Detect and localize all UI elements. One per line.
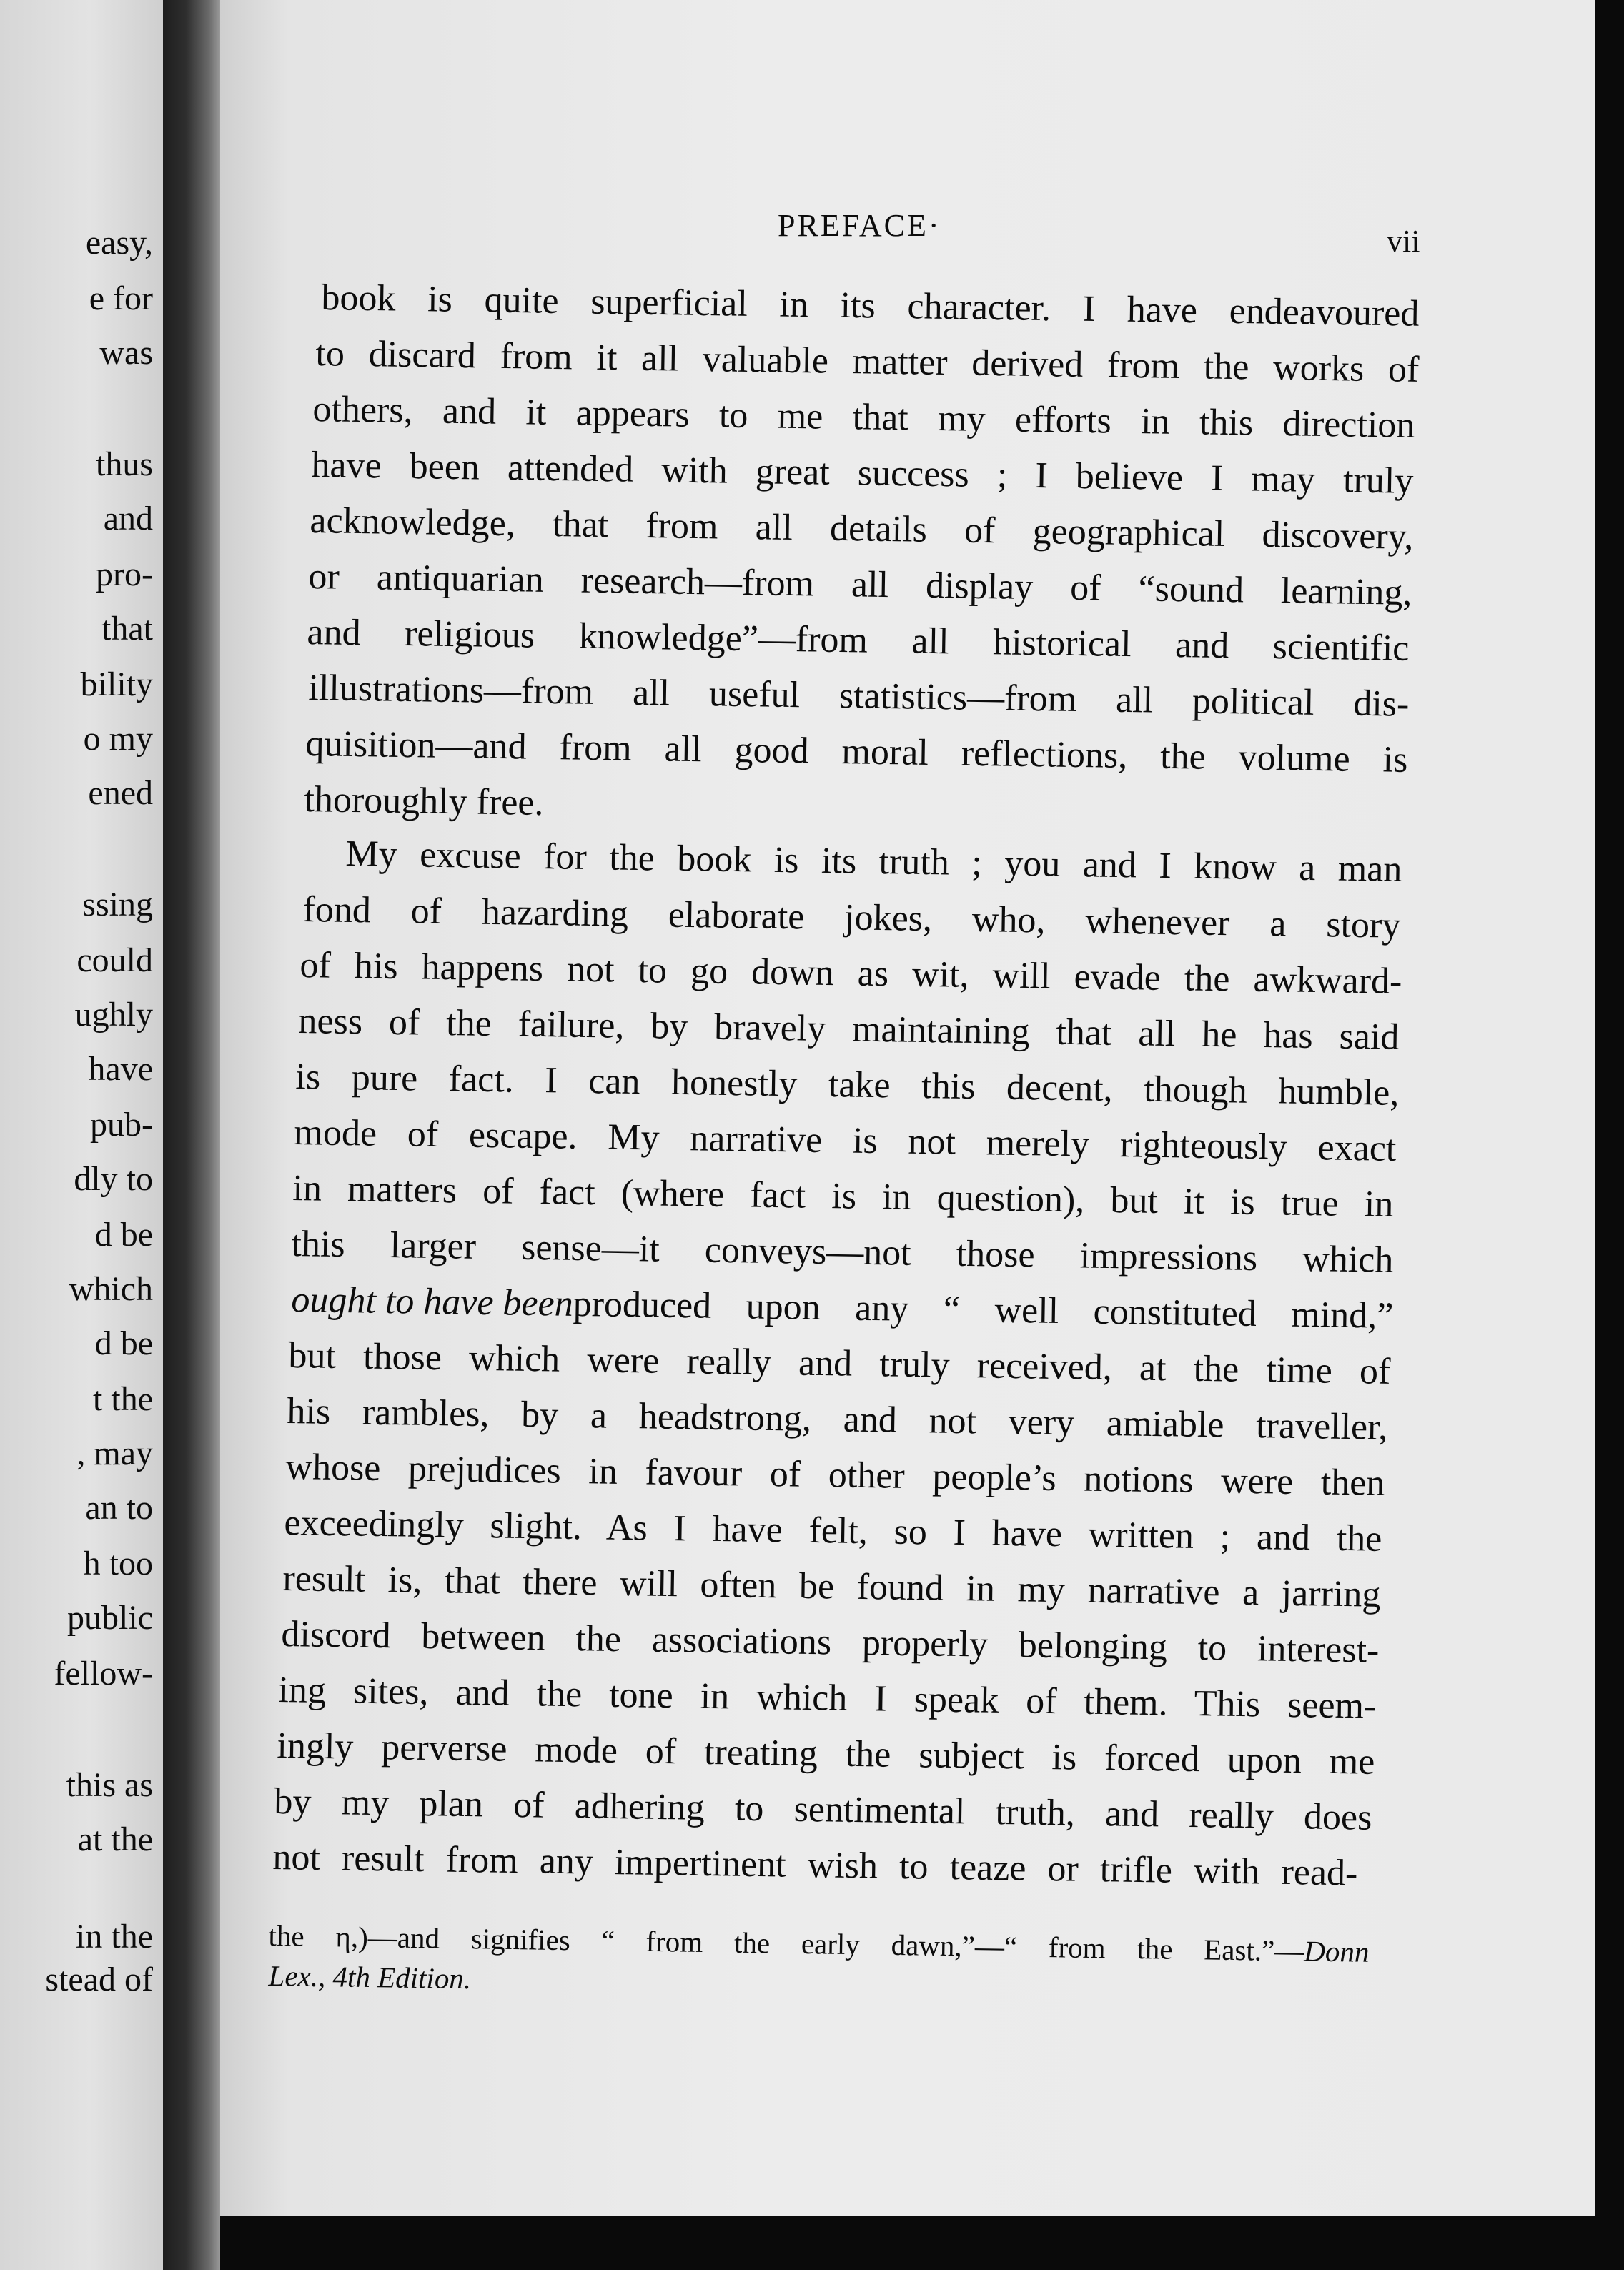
body-line: in matters of fact (where fact is in question), but it is true in <box>292 1167 1394 1225</box>
body-line: by my plan of adhering to sentimental truth, and really does <box>274 1780 1372 1838</box>
left-page-line: ssing <box>82 886 153 923</box>
body-line: fond of hazarding elaborate jokes, who, whenever a story <box>302 888 1401 946</box>
body-line: and religious knowledge”—from all historical and scientific <box>307 611 1410 669</box>
body-line: this larger sense—it conveys—not those impressions which <box>291 1223 1394 1281</box>
body-line: book is quite superficial in its character. I have endeavoured <box>321 277 1420 334</box>
body-line: others, and it appears to me that my efforts in this direction <box>312 388 1415 446</box>
body-line: acknowledge, that from all details of geographical discovery, <box>310 500 1414 557</box>
body-line: of his happens not to go down as wit, will evade the awkward- <box>299 944 1402 1002</box>
left-page-line: public <box>67 1599 153 1637</box>
body-line: mode of escape. My narrative is not merely righteously exact <box>294 1111 1397 1169</box>
body-line: result is, that there will often be found in my narrative a jarring <box>282 1557 1381 1615</box>
left-page-line: bility <box>80 665 153 703</box>
left-page-line: d be <box>94 1324 153 1362</box>
italic-phrase: ought to have been <box>291 1279 574 1324</box>
left-page-line: thus <box>95 445 153 483</box>
left-page-line: at the <box>77 1820 153 1858</box>
paragraph-start-line: My excuse for the book is its truth ; you and I know a man <box>345 833 1402 890</box>
body-line: ingly perverse mode of treating the subject is forced upon me <box>277 1725 1375 1783</box>
scan-border-right <box>1595 0 1624 2270</box>
footnote-italic: Donn <box>1304 1934 1370 1968</box>
body-line: discord between the associations properly belonging to interest- <box>281 1613 1380 1671</box>
left-page-line: pro- <box>96 555 153 593</box>
left-page-line: which <box>69 1270 153 1308</box>
body-line: exceedingly slight. As I have felt, so I have written ; and the <box>284 1502 1382 1560</box>
body-line: illustrations—from all useful statistics—from all political dis- <box>308 667 1410 725</box>
body-line: but those which were really and truly received, at the time of <box>288 1334 1391 1392</box>
left-page-line: , may <box>76 1434 153 1472</box>
body-line-text: produced upon any “ well constituted mind,” <box>573 1283 1394 1337</box>
left-page-line: could <box>76 941 153 979</box>
body-line: not result from any impertinent wish to teaze or trifle with read- <box>272 1836 1358 1894</box>
running-header: PREFACE· <box>778 208 941 243</box>
left-page-line: t the <box>93 1380 153 1418</box>
footnote-text: the η,)—and signifies “ from the early dawn,”—“ from the East.”— <box>268 1918 1304 1968</box>
body-line: ing sites, and the tone in which I speak of them. This seem- <box>278 1669 1377 1727</box>
left-page-line: d be <box>94 1216 153 1254</box>
body-line: have been attended with great success ; I believe I may truly <box>311 444 1414 502</box>
left-page-line: easy, <box>85 224 153 262</box>
left-page-line: ened <box>88 774 153 812</box>
left-page-line: have <box>88 1050 153 1088</box>
left-page-text <box>0 0 153 2270</box>
page-number: vii <box>1387 224 1420 259</box>
body-line: thoroughly free. <box>304 778 544 823</box>
left-page-line: h too <box>83 1545 153 1582</box>
left-page-line: e for <box>89 279 153 317</box>
body-text <box>220 0 1595 2216</box>
left-page-line: o my <box>83 720 153 758</box>
left-page-line: fellow- <box>54 1655 153 1692</box>
body-line: to discard from it all valuable matter derived from the works of <box>315 332 1420 390</box>
left-page-line: was <box>99 334 153 372</box>
body-line <box>291 1277 1394 1340</box>
left-page-line: and <box>103 500 153 537</box>
footnote-citation: Lex., 4th Edition. <box>268 1958 472 1996</box>
left-page-line: stead of <box>45 1961 153 1998</box>
left-page-line: dly to <box>74 1160 153 1198</box>
left-page-line: in the <box>76 1918 153 1956</box>
left-page-line: that <box>102 610 153 648</box>
left-page-line: ughly <box>74 996 153 1034</box>
left-page-line: an to <box>85 1489 153 1527</box>
body-line: whose prejudices in favour of other people’s notions were then <box>285 1446 1385 1504</box>
binding-gutter <box>163 0 220 2270</box>
left-page-line: pub- <box>90 1106 153 1144</box>
left-page-line: this as <box>66 1766 153 1804</box>
left-facing-page <box>0 0 163 2270</box>
body-line: his rambles, by a headstrong, and not very amiable traveller, <box>287 1390 1388 1448</box>
body-line: is pure fact. I can honestly take this decent, though humble, <box>295 1056 1400 1114</box>
body-line: quisition—and from all good moral reflections, the volume is <box>305 723 1408 780</box>
body-line: ness of the failure, by bravely maintaining that all he has said <box>298 1000 1400 1058</box>
right-page <box>220 0 1595 2216</box>
scan-border-bottom <box>220 2216 1595 2270</box>
body-line: or antiquarian research—from all display of “sound learning, <box>308 555 1412 613</box>
